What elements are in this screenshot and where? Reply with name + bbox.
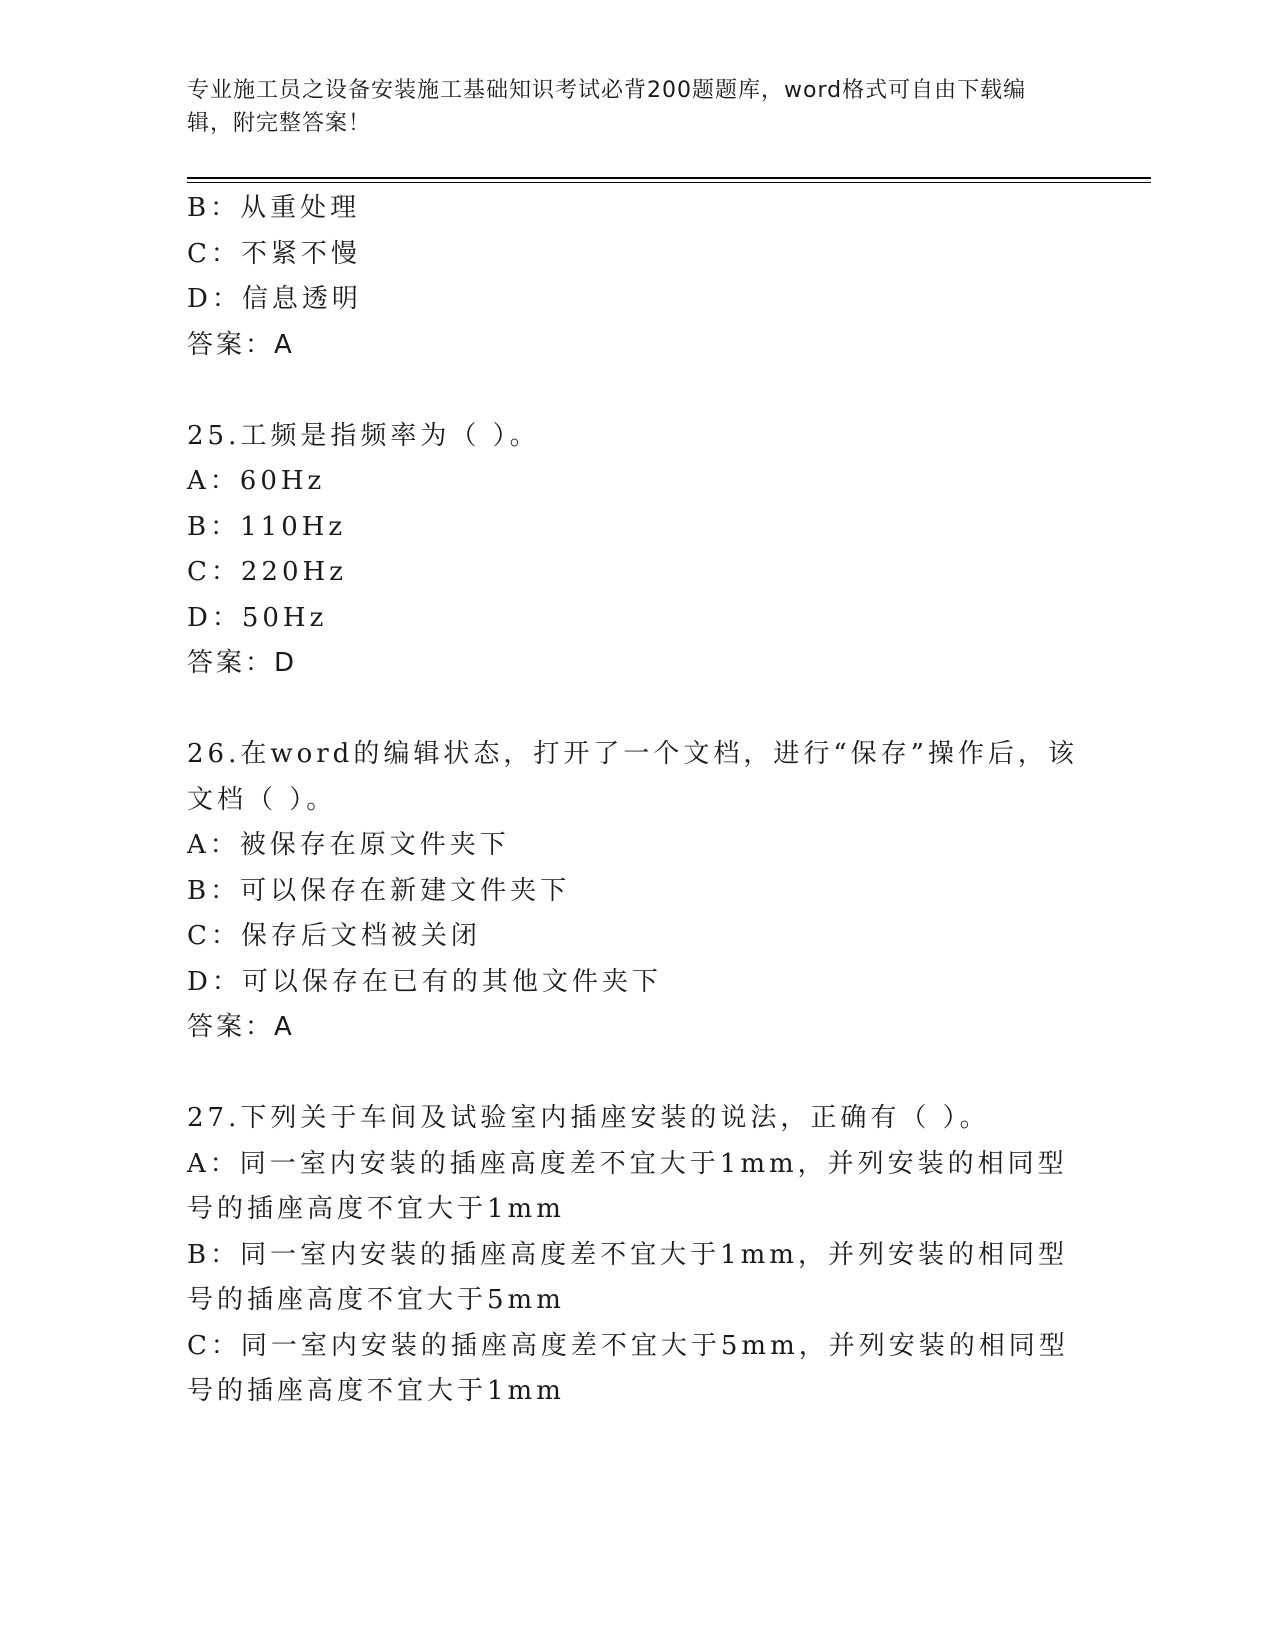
option-d: D：信息透明 bbox=[187, 284, 362, 314]
option-b: B：从重处理 bbox=[187, 193, 361, 223]
option-d: D：50Hz bbox=[187, 602, 328, 633]
option-c: C：保存后文档被关闭 bbox=[187, 921, 481, 951]
answer-line: 答案：A bbox=[187, 329, 295, 360]
question-stem: 26.在word的编辑状态，打开了一个文档，进行“保存”操作后，该文档（ ）。 bbox=[187, 739, 1078, 815]
option-b: B：同一室内安装的插座高度差不宜大于1mm，并列安装的相同型号的插座高度不宜大于5mm bbox=[187, 1239, 1068, 1315]
document-header: 专业施工员之设备安装施工基础知识考试必背200题题库，word格式可自由下载编辑，附完整答案！ bbox=[187, 78, 1027, 136]
answer-line: 答案：D bbox=[187, 648, 298, 678]
option-d: D：可以保存在已有的其他文件夹下 bbox=[187, 966, 662, 997]
header-divider bbox=[187, 177, 1151, 179]
option-b: B：可以保存在新建文件夹下 bbox=[187, 875, 571, 906]
header-divider-thin bbox=[187, 182, 1151, 183]
option-b: B：110Hz bbox=[187, 511, 347, 542]
option-a: A：被保存在原文件夹下 bbox=[187, 830, 510, 860]
question-list bbox=[187, 186, 1087, 1415]
question-stem: 25.工频是指频率为（ ）。 bbox=[187, 420, 540, 451]
question-stem: 27.下列关于车间及试验室内插座安装的说法，正确有（ ）。 bbox=[187, 1103, 990, 1133]
option-c: C：220Hz bbox=[187, 557, 347, 587]
option-c: C：不紧不慢 bbox=[187, 238, 361, 269]
option-a: A：60Hz bbox=[187, 466, 326, 496]
answer-line: 答案：A bbox=[187, 1012, 295, 1042]
option-c: C：同一室内安装的插座高度差不宜大于5mm，并列安装的相同型号的插座高度不宜大于1mm bbox=[187, 1330, 1069, 1406]
option-a: A：同一室内安装的插座高度差不宜大于1mm，并列安装的相同型号的插座高度不宜大于1mm bbox=[187, 1148, 1068, 1224]
